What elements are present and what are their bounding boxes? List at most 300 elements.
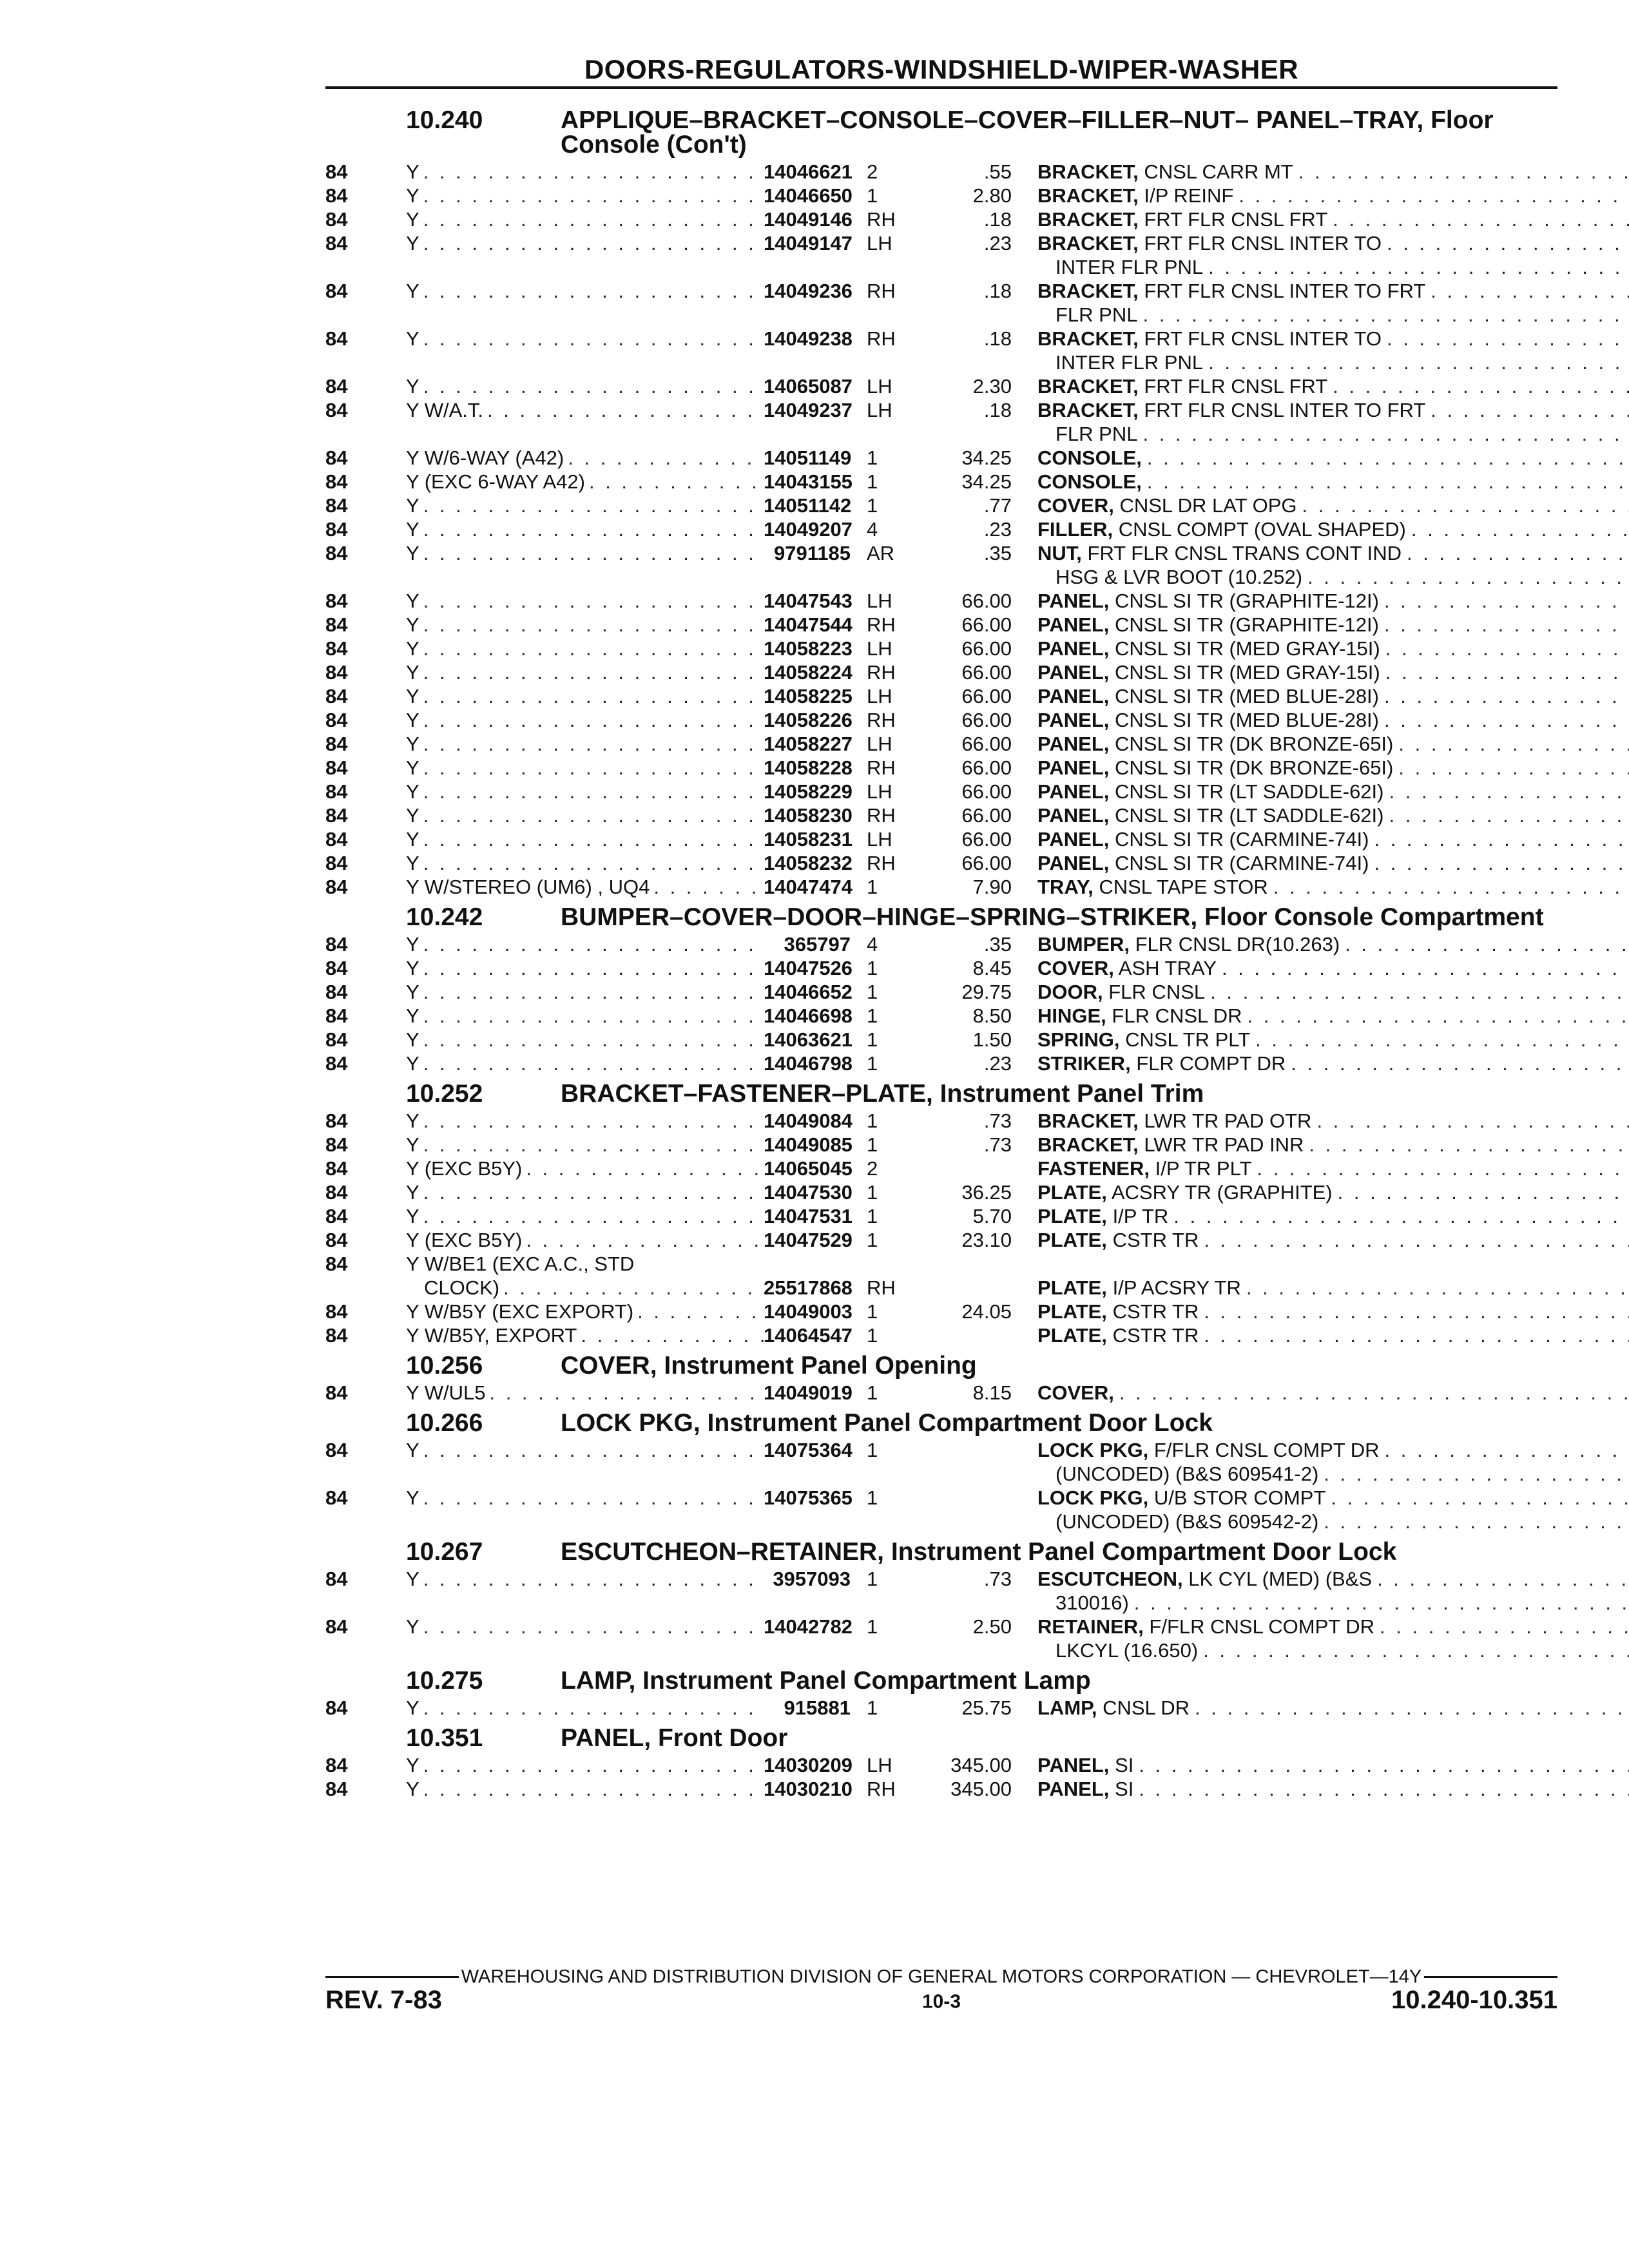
- model-applicability: [406, 1109, 764, 1133]
- description: [1012, 1133, 1629, 1157]
- leader-dots: [423, 956, 764, 980]
- leader-dots: [1324, 1462, 1629, 1486]
- model-year: 84: [325, 447, 348, 469]
- part-row: [325, 851, 1557, 875]
- part-name: PANEL,: [1037, 756, 1110, 779]
- model-text: Y: [406, 637, 419, 660]
- leader-dots: [1222, 956, 1629, 980]
- model-applicability: [406, 1753, 764, 1777]
- model-text: Y (EXC 6-WAY A42): [406, 470, 585, 493]
- description-line: [1037, 875, 1629, 899]
- description-detail: LK CYL (MED) (B&S: [1188, 1568, 1373, 1590]
- description-line: [1037, 1180, 1629, 1204]
- description-detail: I/P TR: [1112, 1205, 1169, 1227]
- section-title: [561, 1411, 1557, 1436]
- description-line: [1037, 732, 1629, 756]
- model-year: 84: [325, 1381, 348, 1404]
- part-number: 14075364: [764, 1439, 853, 1461]
- price: .73: [983, 1110, 1012, 1132]
- description-text: [1055, 1639, 1203, 1662]
- model-text: Y: [406, 1486, 419, 1509]
- description-line: [1037, 756, 1629, 780]
- price: .73: [983, 1133, 1012, 1156]
- leader-dots: [423, 1204, 764, 1228]
- quantity: 1: [867, 494, 878, 517]
- part-row: [325, 1323, 1557, 1347]
- price: 66.00: [961, 733, 1012, 755]
- description-text: [1037, 708, 1384, 732]
- leader-dots: [1273, 875, 1629, 899]
- price: 34.25: [961, 447, 1012, 469]
- part-row: [325, 732, 1557, 756]
- description-line: [1037, 1777, 1629, 1801]
- price: 345.00: [950, 1778, 1012, 1800]
- part-name: BRACKET,: [1037, 1110, 1139, 1132]
- model-applicability: [406, 780, 764, 803]
- description-text: [1055, 1510, 1324, 1533]
- description-detail: LWR TR PAD INR: [1144, 1133, 1304, 1156]
- leader-dots: [1139, 1753, 1629, 1777]
- description-text: [1037, 660, 1385, 684]
- description: [1012, 851, 1629, 875]
- quantity: LH: [867, 685, 892, 707]
- part-name: NUT,: [1037, 542, 1082, 564]
- model-year: 84: [325, 184, 348, 207]
- description-line: [1037, 279, 1629, 303]
- leader-dots: [423, 1133, 764, 1157]
- section-number: 10.240: [406, 106, 483, 134]
- leader-dots: [1248, 1004, 1629, 1028]
- description-text: [1037, 851, 1374, 875]
- model-applicability: [406, 589, 764, 613]
- description-text: [1037, 1276, 1246, 1300]
- description-line: [1037, 708, 1629, 732]
- part-number: 14049084: [764, 1110, 853, 1132]
- description: [1012, 1615, 1629, 1662]
- description: [1012, 684, 1629, 708]
- part-row: [325, 470, 1557, 494]
- part-row: [325, 494, 1557, 517]
- part-name: BRACKET,: [1037, 208, 1139, 231]
- description-detail: CSTR TR: [1112, 1324, 1199, 1347]
- section-heading: [325, 1075, 1557, 1109]
- section: [325, 1662, 1557, 1720]
- model-year: 84: [325, 957, 348, 979]
- description: [1012, 207, 1629, 231]
- part-row: [325, 660, 1557, 684]
- model-applicability: [406, 1004, 764, 1028]
- price: 7.90: [972, 876, 1012, 898]
- section-heading: [325, 1720, 1557, 1753]
- description: [1012, 517, 1629, 541]
- leader-dots: [423, 803, 764, 827]
- section: [325, 102, 1557, 899]
- model-year: 84: [325, 1133, 348, 1156]
- description: [1012, 470, 1629, 494]
- part-name: COVER,: [1037, 1381, 1114, 1404]
- leader-dots: [1291, 1052, 1629, 1075]
- leader-dots: [487, 398, 764, 422]
- description-detail: FRT FLR CNSL INTER TO: [1144, 327, 1382, 350]
- model-applicability: [406, 1228, 764, 1252]
- quantity: 1: [867, 470, 878, 493]
- description: [1012, 1180, 1629, 1204]
- description-line: [1037, 517, 1629, 541]
- leader-dots: [423, 184, 764, 207]
- section-title: [561, 1082, 1557, 1106]
- model-year: 84: [325, 780, 348, 803]
- quantity: AR: [867, 542, 895, 564]
- leader-dots: [1257, 1157, 1629, 1180]
- part-row: [325, 1204, 1557, 1228]
- section-heading: [325, 1662, 1557, 1696]
- description: [1012, 1567, 1629, 1615]
- price: .35: [983, 933, 1012, 956]
- part-number: 14051142: [764, 494, 852, 517]
- part-row: [325, 517, 1557, 541]
- part-number: 14046652: [764, 981, 853, 1003]
- description-line: [1037, 541, 1629, 565]
- leader-dots: [423, 637, 764, 660]
- model-year: 84: [325, 1028, 348, 1051]
- part-number: 14030209: [764, 1754, 853, 1776]
- model-applicability: [406, 1133, 764, 1157]
- price: .18: [983, 208, 1012, 231]
- description-line: [1037, 1462, 1629, 1486]
- price: 2.50: [972, 1615, 1012, 1638]
- model-applicability: [406, 494, 764, 517]
- model-line-2: [406, 1276, 764, 1300]
- description-detail: FRT FLR CNSL FRT: [1144, 208, 1328, 231]
- description-text: [1037, 1028, 1255, 1052]
- leader-dots: [423, 756, 764, 780]
- part-number: 14047544: [764, 613, 853, 636]
- model-applicability: [406, 875, 764, 899]
- quantity: LH: [867, 733, 892, 755]
- description-line: [1037, 1228, 1629, 1252]
- description-text: [1037, 803, 1389, 827]
- quantity: 2: [867, 160, 878, 183]
- description-detail: ASH TRAY: [1118, 957, 1217, 979]
- description-text: [1037, 589, 1384, 613]
- model-text: Y W/B5Y (EXC EXPORT): [406, 1300, 634, 1323]
- description-text: [1037, 494, 1302, 517]
- part-number: 14049207: [764, 518, 853, 541]
- price: .55: [983, 160, 1012, 183]
- section-title-rest: Instrument Panel Compartment Lamp: [635, 1667, 1091, 1695]
- model-year: 84: [325, 733, 348, 755]
- part-row: [325, 827, 1557, 851]
- section-number: 10.275: [406, 1667, 483, 1695]
- quantity: 4: [867, 933, 878, 956]
- leader-dots: [1385, 660, 1629, 684]
- description-line: [1037, 398, 1629, 422]
- section-title-rest: Front Door: [651, 1724, 788, 1752]
- model-year: 84: [325, 1615, 348, 1638]
- model-applicability: [406, 231, 764, 255]
- leader-dots: [1142, 422, 1629, 446]
- model-year: 84: [325, 1181, 348, 1204]
- leader-dots: [1385, 637, 1629, 660]
- model-applicability: [406, 1323, 764, 1347]
- model-year: 84: [325, 1205, 348, 1227]
- quantity: LH: [867, 232, 892, 255]
- description-text: [1037, 1052, 1291, 1075]
- section-title: [561, 1540, 1557, 1564]
- section-number: 10.242: [406, 903, 483, 931]
- quantity: RH: [867, 756, 896, 779]
- price: 66.00: [961, 590, 1012, 612]
- price: 25.75: [961, 1696, 1012, 1719]
- quantity: 1: [867, 1205, 878, 1227]
- model-text: Y: [406, 852, 419, 874]
- description-detail: FLR CNSL DR: [1112, 1004, 1242, 1027]
- part-number: 14047526: [764, 957, 853, 979]
- price: 66.00: [961, 637, 1012, 660]
- section-heading: [325, 1347, 1557, 1381]
- description-text: [1037, 684, 1384, 708]
- section-title: [561, 905, 1557, 930]
- description-detail: FRT FLR CNSL INTER TO FRT: [1144, 399, 1426, 421]
- leader-dots: [1239, 184, 1629, 207]
- description-line: [1037, 827, 1629, 851]
- leader-dots: [1389, 803, 1629, 827]
- description: [1012, 589, 1629, 613]
- part-number: 14049237: [764, 399, 853, 421]
- part-row: [325, 1567, 1557, 1615]
- part-name: BRACKET,: [1037, 160, 1139, 183]
- description-detail: SI: [1115, 1778, 1134, 1800]
- description: [1012, 875, 1629, 899]
- part-name: STRIKER,: [1037, 1052, 1131, 1075]
- leader-dots: [423, 1180, 764, 1204]
- part-number: 14049003: [764, 1300, 853, 1323]
- description: [1012, 708, 1629, 732]
- model-text: Y: [406, 280, 419, 302]
- part-number: 14058229: [764, 780, 853, 803]
- part-row: [325, 279, 1557, 327]
- description-detail: CNSL SI TR (GRAPHITE-12I): [1115, 590, 1379, 612]
- part-name: BRACKET,: [1037, 184, 1139, 207]
- model-year: 84: [325, 1754, 348, 1776]
- leader-dots: [1345, 932, 1629, 956]
- part-row: [325, 1157, 1557, 1180]
- model-year: 84: [325, 1696, 348, 1719]
- description: [1012, 732, 1629, 756]
- quantity: 1: [867, 447, 878, 469]
- description-detail: CNSL SI TR (MED BLUE-28I): [1115, 709, 1379, 731]
- part-number: 25517868: [764, 1276, 853, 1299]
- model-text: Y: [406, 1205, 419, 1227]
- description-text: [1037, 1486, 1331, 1510]
- description-text: [1037, 1381, 1119, 1405]
- description-text: [1037, 1696, 1195, 1720]
- description-line: [1037, 1381, 1629, 1405]
- description-detail: I/P TR PLT: [1155, 1157, 1252, 1180]
- section: [325, 1075, 1557, 1347]
- part-name: BUMPER,: [1037, 933, 1130, 956]
- part-name: BRACKET,: [1037, 280, 1139, 302]
- description-text: [1037, 732, 1398, 756]
- part-number: 14047531: [764, 1205, 853, 1227]
- model-text: Y: [406, 709, 419, 731]
- part-name: PANEL,: [1037, 852, 1110, 874]
- description-line: [1037, 446, 1629, 470]
- part-number: 14047529: [764, 1229, 853, 1251]
- part-row: [325, 398, 1557, 446]
- description-text: [1037, 398, 1431, 422]
- quantity: 4: [867, 518, 878, 541]
- model-applicability: [406, 184, 764, 207]
- description: [1012, 637, 1629, 660]
- model-text: Y: [406, 981, 419, 1003]
- price: 66.00: [961, 828, 1012, 850]
- part-number: 14051149: [764, 447, 852, 469]
- description-text: [1055, 565, 1307, 589]
- part-name: CONSOLE,: [1037, 470, 1142, 493]
- part-row: [325, 1753, 1557, 1777]
- description-detail: CNSL SI TR (MED BLUE-28I): [1115, 685, 1379, 707]
- description-text: [1055, 303, 1142, 327]
- price: 66.00: [961, 709, 1012, 731]
- leader-dots: [1204, 1300, 1629, 1323]
- price: .23: [983, 1052, 1012, 1075]
- model-text: Y: [406, 1133, 419, 1156]
- quantity: 1: [867, 876, 878, 898]
- model-year: 84: [325, 933, 348, 956]
- part-row: [325, 803, 1557, 827]
- part-name: PANEL,: [1037, 1754, 1110, 1776]
- quantity: 1: [867, 1133, 878, 1156]
- quantity: 1: [867, 1181, 878, 1204]
- description-text: [1037, 1438, 1385, 1462]
- part-name: BRACKET,: [1037, 399, 1139, 421]
- part-name: HINGE,: [1037, 1004, 1106, 1027]
- model-text: Y: [406, 1778, 419, 1800]
- price: 66.00: [961, 661, 1012, 684]
- part-row: [325, 207, 1557, 231]
- leader-dots: [1384, 613, 1629, 637]
- part-row: [325, 956, 1557, 980]
- description-text: [1037, 1567, 1377, 1591]
- header-rule: [325, 86, 1557, 89]
- model-applicability: [406, 732, 764, 756]
- model-text: Y: [406, 1754, 419, 1776]
- model-text: Y (EXC B5Y): [406, 1229, 523, 1251]
- quantity: RH: [867, 280, 896, 302]
- model-text: Y: [406, 590, 419, 612]
- description: [1012, 780, 1629, 803]
- description-detail: U/B STOR COMPT: [1153, 1486, 1326, 1509]
- description-text: [1037, 541, 1407, 565]
- description-detail: CNSL TR PLT: [1125, 1028, 1251, 1051]
- leader-dots: [423, 708, 764, 732]
- description-text: [1037, 1323, 1204, 1347]
- model-text: Y: [406, 232, 419, 255]
- leader-dots: [423, 1109, 764, 1133]
- model-text: Y: [406, 542, 419, 564]
- part-name: BRACKET,: [1037, 1133, 1139, 1156]
- part-row: [325, 875, 1557, 899]
- leader-dots: [423, 932, 764, 956]
- model-year: 84: [325, 327, 348, 350]
- model-year: 84: [325, 613, 348, 636]
- part-name: PANEL,: [1037, 661, 1110, 684]
- description-line: [1037, 1157, 1629, 1180]
- leader-dots: [653, 875, 764, 899]
- part-name: PANEL,: [1037, 733, 1110, 755]
- part-name: CONSOLE,: [1037, 447, 1142, 469]
- description: [1012, 956, 1629, 980]
- description-line: [1037, 613, 1629, 637]
- part-name: PANEL,: [1037, 685, 1110, 707]
- part-number: 14049019: [764, 1381, 853, 1404]
- description: [1012, 1028, 1629, 1052]
- price: 23.10: [961, 1229, 1012, 1251]
- price: 2.30: [972, 375, 1012, 398]
- description-text: [1037, 184, 1239, 207]
- leader-dots: [589, 470, 764, 494]
- division-text: WAREHOUSING AND DISTRIBUTION DIVISION OF GENERAL MOTORS CORPORATION — CHEVROLET—14Y: [461, 1966, 1422, 1987]
- description-line: [1037, 1567, 1629, 1591]
- model-year: 84: [325, 1004, 348, 1027]
- section-title-rest: Floor Console Compartment: [1197, 903, 1544, 931]
- quantity: 1: [867, 981, 878, 1003]
- leader-dots: [423, 160, 764, 184]
- leader-dots: [1431, 398, 1629, 422]
- part-number: 14043155: [764, 470, 853, 493]
- description-text: [1037, 932, 1345, 956]
- leader-dots: [581, 1323, 764, 1347]
- model-year: 84: [325, 981, 348, 1003]
- quantity: 1: [867, 1439, 878, 1461]
- part-number: 3957093: [773, 1568, 851, 1590]
- price: .73: [983, 1568, 1012, 1590]
- description-line: [1037, 1276, 1629, 1300]
- section-number: 10.267: [406, 1538, 483, 1566]
- model-text: Y: [406, 1052, 419, 1075]
- section: [325, 1347, 1557, 1405]
- part-number: 14058232: [764, 852, 853, 874]
- description-detail: CNSL SI TR (DK BRONZE-65I): [1115, 756, 1394, 779]
- model-applicability: [406, 1204, 764, 1228]
- model-text: Y: [406, 184, 419, 207]
- description-line: [1037, 255, 1629, 279]
- description-text: [1037, 279, 1431, 303]
- description-detail: FRT FLR CNSL INTER TO: [1144, 232, 1382, 255]
- part-row: [325, 613, 1557, 637]
- part-number: 14058227: [764, 733, 853, 755]
- description-detail: CNSL SI TR (LT SADDLE-62I): [1115, 804, 1384, 827]
- leader-dots: [1147, 470, 1629, 494]
- part-number: 14058226: [764, 709, 853, 731]
- model-year: 84: [325, 399, 348, 421]
- description-line: [1037, 956, 1629, 980]
- part-number: 14049146: [764, 208, 853, 231]
- price: 8.15: [972, 1381, 1012, 1404]
- leader-dots: [423, 980, 764, 1004]
- description: [1012, 184, 1629, 207]
- price: 66.00: [961, 780, 1012, 803]
- model-year: 84: [325, 1157, 348, 1180]
- description-line: [1037, 422, 1629, 446]
- description-detail: LKCYL (16.650): [1055, 1639, 1199, 1662]
- section-heading: [325, 102, 1557, 160]
- model-year: 84: [325, 470, 348, 493]
- part-row: [325, 1777, 1557, 1801]
- leader-dots: [1384, 708, 1629, 732]
- description: [1012, 1696, 1629, 1720]
